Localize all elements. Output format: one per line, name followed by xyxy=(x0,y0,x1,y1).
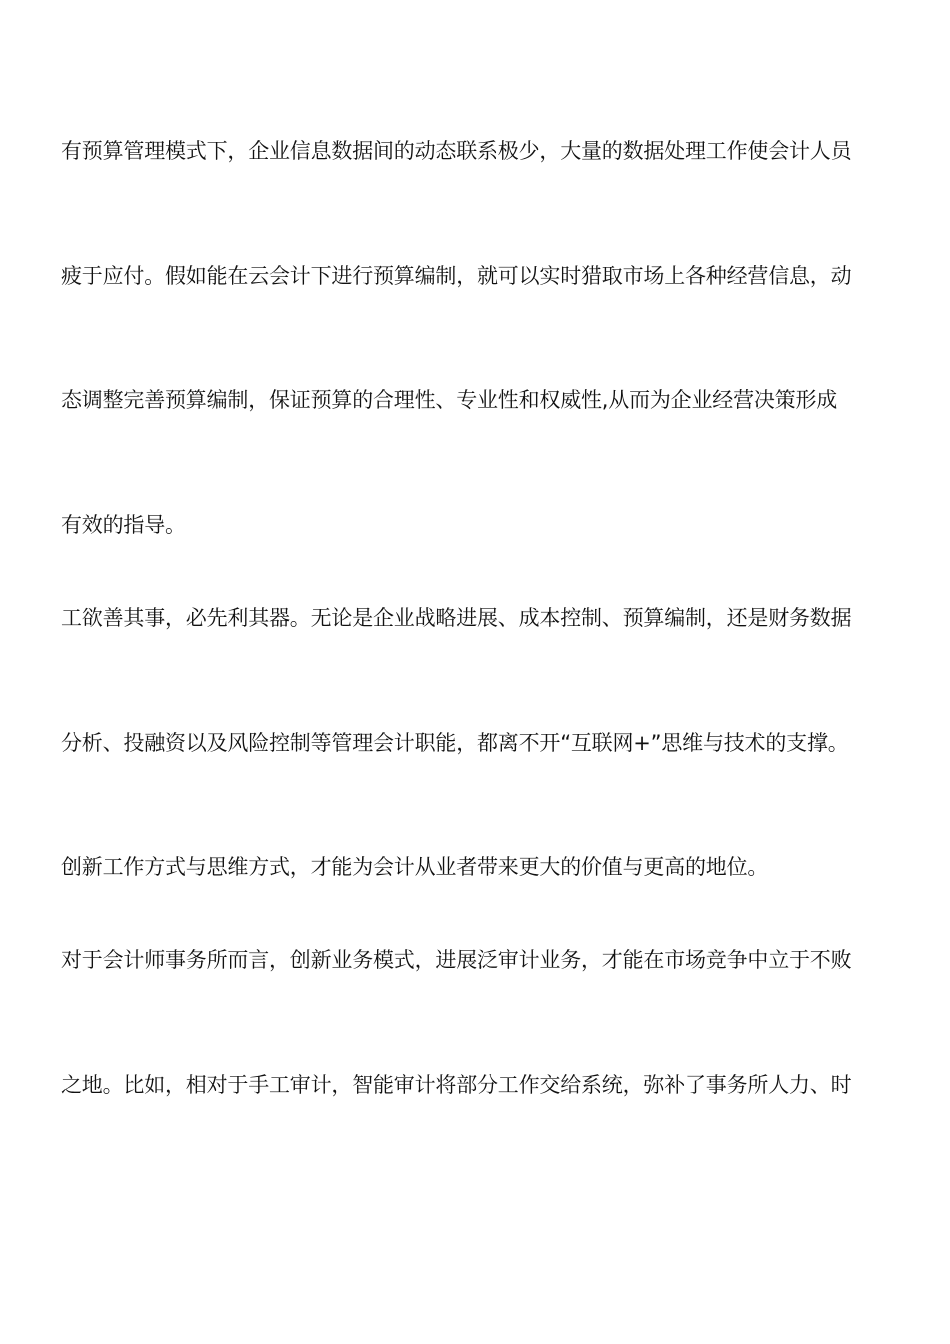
text-line: 分析、投融资以及风险控制等管理会计职能，都离不开“互联网+”思维与技术的支撑。 xyxy=(61,731,849,755)
text-line: 态调整完善预算编制，保证预算的合理性、专业性和权威性,从而为企业经营决策形成 xyxy=(61,388,838,412)
text-line: 创新工作方式与思维方式，才能为会计从业者带来更大的价值与更高的地位。 xyxy=(61,855,769,879)
text-line: 有效的指导。 xyxy=(61,513,186,537)
text-line: 对于会计师事务所而言，创新业务模式，进展泛审计业务，才能在市场竞争中立于不败 xyxy=(61,948,852,972)
text-line: 工欲善其事，必先利其器。无论是企业战略进展、成本控制、预算编制，还是财务数据 xyxy=(61,606,852,630)
text-line: 之地。比如，相对于手工审计，智能审计将部分工作交给系统，弥补了事务所人力、时 xyxy=(61,1073,852,1097)
text-line: 有预算管理模式下，企业信息数据间的动态联系极少，大量的数据处理工作使会计人员 xyxy=(61,139,852,163)
text-line: 疲于应付。假如能在云会计下进行预算编制，就可以实时猎取市场上各种经营信息，动 xyxy=(61,264,852,288)
